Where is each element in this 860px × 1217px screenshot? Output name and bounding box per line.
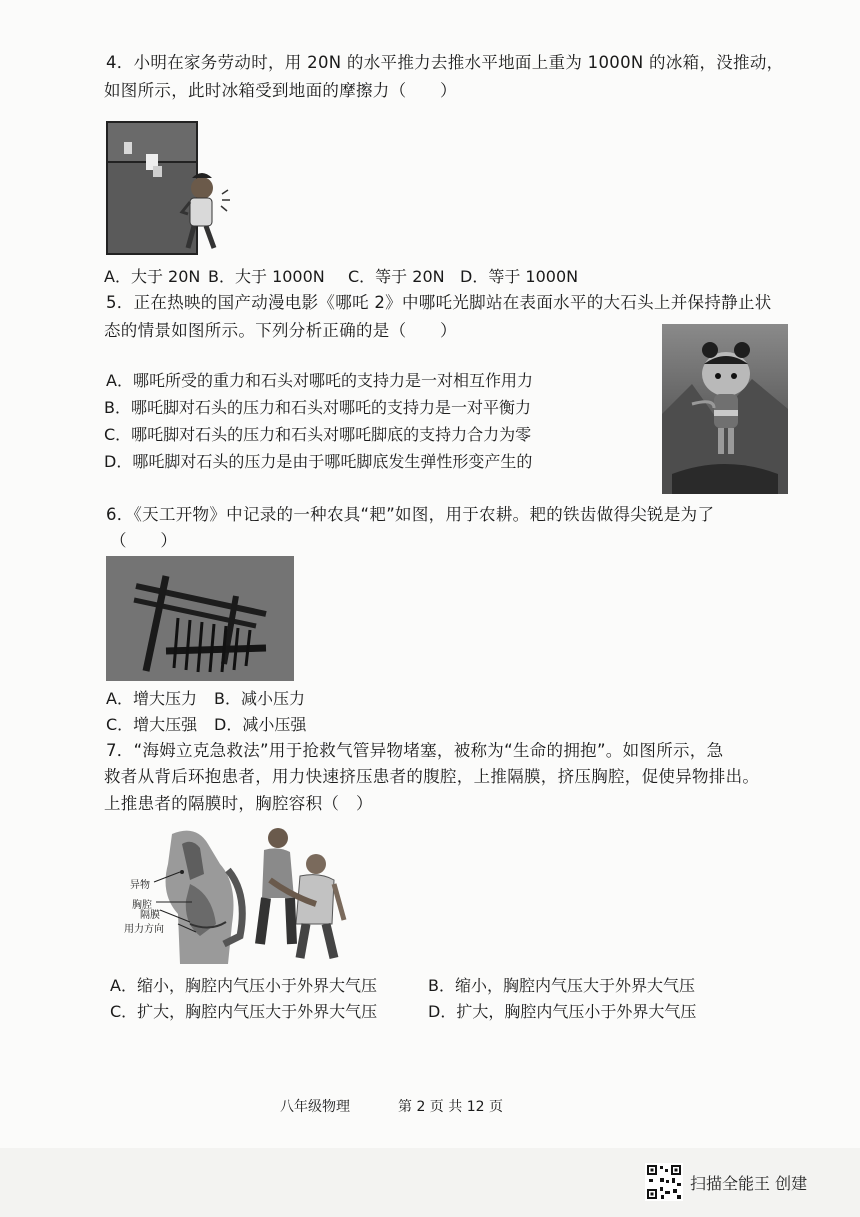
footer-subject: 八年级物理 <box>280 1099 350 1115</box>
scanner-watermark: 扫描全能王 创建 <box>690 1174 808 1193</box>
q6-stem-line2: （ ） <box>110 531 178 550</box>
q4-option-c: C．等于 20N <box>348 267 445 286</box>
label-force-direction: 用力方向 <box>124 924 164 935</box>
q4-option-d: D．等于 1000N <box>460 267 579 286</box>
footer-page-number: 第 2 页 共 12 页 <box>398 1099 503 1115</box>
q7-option-b: B．缩小，胸腔内气压大于外界大气压 <box>428 976 695 995</box>
q4-stem-line1: 4．小明在家务劳动时，用 20N 的水平推力去推水平地面上重为 1000N 的冰箱，没推动， <box>106 53 784 72</box>
q4-option-b: B．大于 1000N <box>208 267 325 286</box>
q6-option-a: A．增大压力 <box>106 689 197 708</box>
q7-stem-line1: 7．“海姆立克急救法”用于抢救气管异物堵塞，被称为“生命的拥抱”。如图所示，急 <box>106 741 724 760</box>
heimlich-figure <box>120 824 350 964</box>
q6-option-c: C．增大压强 <box>106 715 198 734</box>
q5-option-b: B．哪吒脚对石头的压力和石头对哪吒的支持力是一对平衡力 <box>104 398 531 417</box>
q7-option-d: D．扩大，胸腔内气压小于外界大气压 <box>428 1002 697 1021</box>
q7-stem-line2: 救者从背后环抱患者，用力快速挤压患者的腹腔，上推隔膜，挤压胸腔，促使异物排出。 <box>104 767 760 786</box>
label-chest-cavity: 胸腔 <box>132 900 152 911</box>
q5-option-d: D．哪吒脚对石头的压力是由于哪吒脚底发生弹性形变产生的 <box>104 452 533 471</box>
q5-stem-line2: 态的情景如图所示。下列分析正确的是（ ） <box>104 321 457 340</box>
label-foreign-object: 异物 <box>130 880 150 891</box>
q7-option-a: A．缩小，胸腔内气压小于外界大气压 <box>110 976 377 995</box>
q6-stem-line1: 6．《天工开物》中记录的一种农具“耙”如图，用于农耕。耙的铁齿做得尖锐是为了 <box>106 505 715 524</box>
q4-option-a: A．大于 20N <box>104 267 201 286</box>
fridge-push-figure <box>104 118 240 256</box>
q6-option-d: D．减小压强 <box>214 715 307 734</box>
qr-code-icon <box>645 1163 683 1201</box>
q7-option-c: C．扩大，胸腔内气压大于外界大气压 <box>110 1002 378 1021</box>
nezha-photo <box>662 324 788 494</box>
q5-option-a: A．哪吒所受的重力和石头对哪吒的支持力是一对相互作用力 <box>106 371 533 390</box>
q5-stem-line1: 5．正在热映的国产动漫电影《哪吒 2》中哪吒光脚站在表面水平的大石头上并保持静止状 <box>106 293 772 312</box>
q5-option-c: C．哪吒脚对石头的压力和石头对哪吒脚底的支持力合力为零 <box>104 425 532 444</box>
harrow-figure <box>106 556 294 681</box>
label-diaphragm: 隔膜 <box>140 910 160 921</box>
q6-option-b: B．减小压力 <box>214 689 305 708</box>
q7-stem-line3: 上推患者的隔膜时，胸腔容积（ ） <box>104 794 373 813</box>
q4-stem-line2: 如图所示，此时冰箱受到地面的摩擦力（ ） <box>104 81 457 100</box>
